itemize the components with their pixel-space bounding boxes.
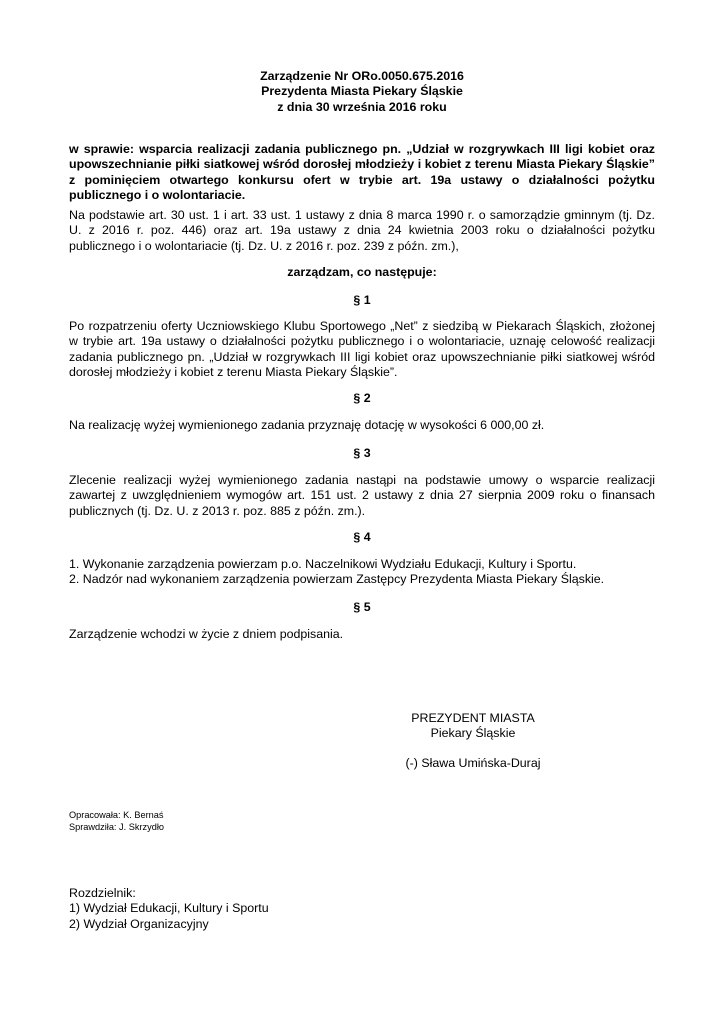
decree-date: z dnia 30 września 2016 roku	[277, 99, 447, 114]
signature-block	[392, 711, 554, 771]
decree-number: Zarządzenie Nr ORo.0050.675.2016	[260, 69, 464, 83]
section-4-item: 2. Nadzór nad wykonaniem zarządzenia powierzam Zastępcy Prezydenta Miasta Piekary Śląskie.	[69, 572, 605, 587]
legal-basis: Na podstawie art. 30 ust. 1 i art. 33 ust. 1 ustawy z dnia 8 marca 1990 r. o samorządzie gminnym (tj. Dz. U. z 2016 r. poz. 446) oraz art. 19a ustawy z dnia 24 kwietnia 2003 roku o działalności pożytku publicznego i o wolontariacie (tj. Dz. U. z 2016 r. poz. 239 z późn. zm.),	[69, 208, 655, 253]
distribution-label: Rozdzielnik:	[69, 886, 136, 900]
signature-name: (-) Sława Umińska-Duraj	[405, 755, 541, 770]
section-5-heading: § 5	[353, 600, 371, 614]
section-1-text: Po rozpatrzeniu oferty Uczniowskiego Klubu Sportowego „Net” z siedzibą w Piekarach Śląskich, złożonej w trybie art. 19a ustawy o działalności pożytku publicznego i o wolontariacie, uznaję celowość realizacji zadania publicznego pn. „Udział w rozgrywkach III ligi kobiet oraz upowszechnianie piłki siatkowej wśród dorosłej młodzieży i kobiet z terenu Miasta Piekary Śląskie”.	[69, 319, 655, 380]
section-4-heading: § 4	[353, 530, 371, 544]
decree-phrase: zarządzam, co następuje:	[287, 265, 437, 279]
distribution-item: 1) Wydział Edukacji, Kultury i Sportu	[69, 901, 269, 916]
distribution-item: 2) Wydział Organizacyjny	[69, 916, 209, 931]
section-1-heading: § 1	[353, 293, 371, 307]
section-4-item: 1. Wykonanie zarządzenia powierzam p.o. Naczelnikowi Wydziału Edukacji, Kultury i Sportu.	[69, 557, 577, 571]
issuer: Prezydenta Miasta Piekary Śląskie	[261, 84, 463, 99]
section-2-text: Na realizację wyżej wymienionego zadania przyznaję dotację w wysokości 6 000,00 zł.	[69, 418, 545, 432]
distribution-list	[69, 886, 269, 932]
decree-subject: w sprawie: wsparcia realizacji zadania publicznego pn. „Udział w rozgrywkach III ligi kobiet oraz upowszechnianie piłki siatkowej wśród dorosłej młodzieży i kobiet z terenu Miasta Piekary Śląskie” z pominięciem otwartego konkursu ofert w trybie art. 19a ustawy o działalności pożytku publicznego i o wolontariacie.	[69, 142, 655, 203]
section-3-text: Zlecenie realizacji wyżej wymienionego zadania nastąpi na podstawie umowy o wsparcie realizacji zawartej z uwzględnieniem wymogów art. 151 ust. 2 ustawy z dnia 27 sierpnia 2009 roku o finansach publicznych (tj. Dz. U. z 2013 r. poz. 885 z późn. zm.).	[69, 473, 655, 518]
signature-city: Piekary Śląskie	[430, 726, 516, 741]
section-3-heading: § 3	[353, 446, 371, 460]
prepared-block	[69, 810, 164, 833]
checked-by: Sprawdziła: J. Skrzydło	[69, 821, 164, 832]
section-5-text: Zarządzenie wchodzi w życie z dniem podpisania.	[69, 627, 344, 641]
section-2-heading: § 2	[353, 391, 371, 405]
section-4-list	[69, 557, 655, 588]
signature-title: PREZYDENT MIASTA	[411, 711, 535, 725]
prepared-by: Opracowała: K. Bernaś	[69, 810, 164, 820]
document-header	[0, 69, 724, 115]
